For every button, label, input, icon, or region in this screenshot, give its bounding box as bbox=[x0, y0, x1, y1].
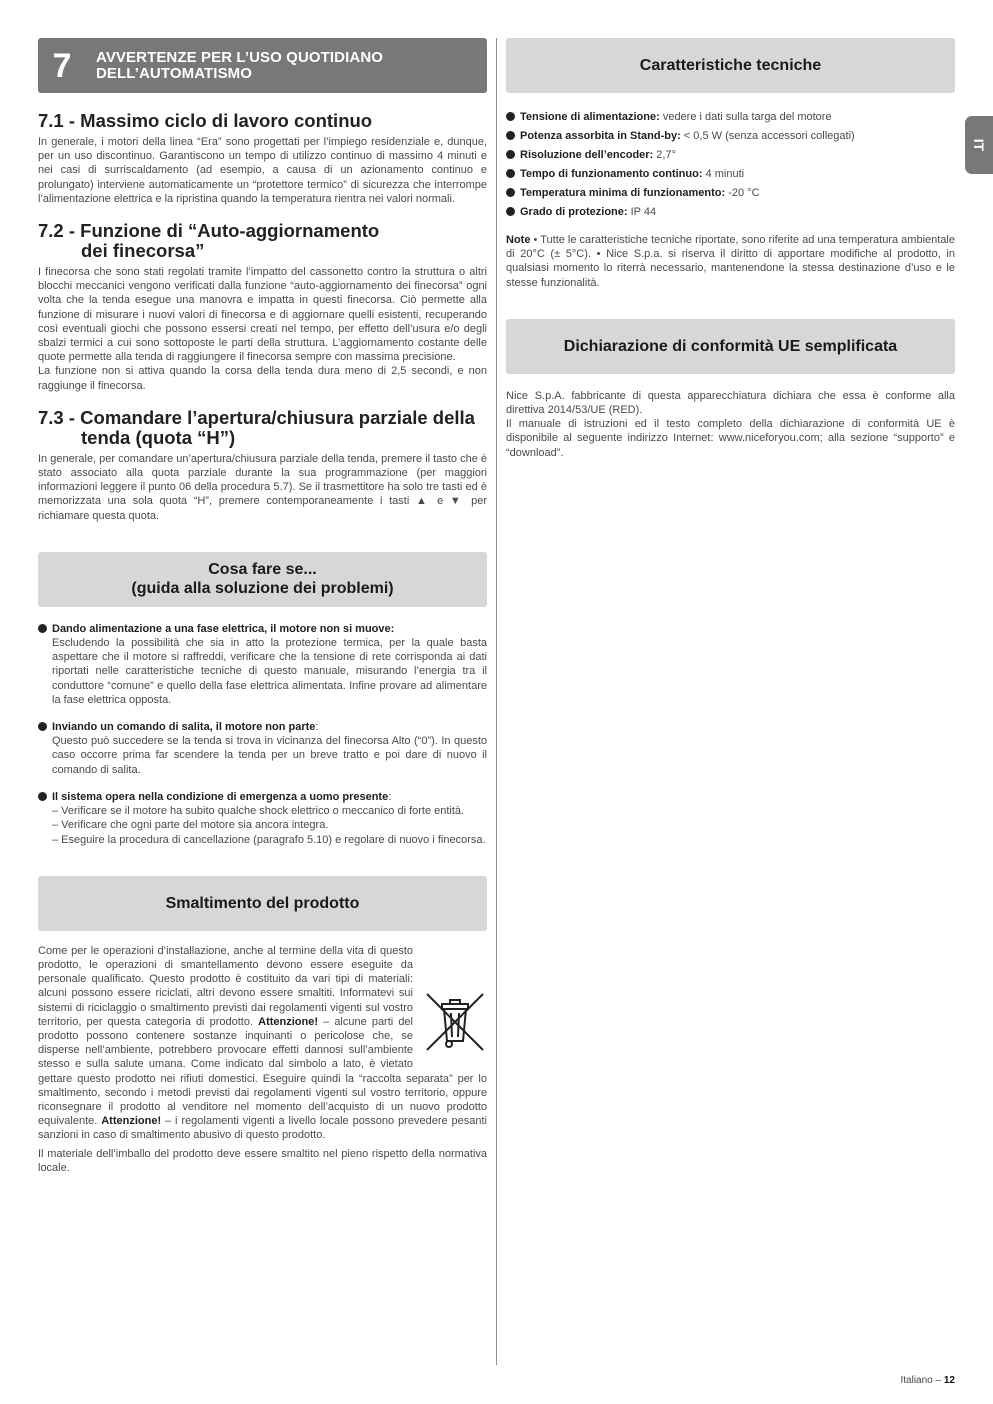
specs-list bbox=[506, 110, 955, 219]
section-7-3-title bbox=[38, 408, 487, 448]
spec-item bbox=[506, 110, 955, 124]
conformity-p2: Il manuale di istruzioni ed il testo completo della dichiarazione di conformità UE è disponibile al seguente indirizzo Internet: www.niceforyou.com; alla sezione “supporto” e “download”. bbox=[506, 418, 955, 459]
conformity-title: Dichiarazione di conformità UE semplificata bbox=[563, 337, 898, 355]
section-7-1-title: 7.1 - Massimo ciclo di lavoro continuo bbox=[38, 110, 373, 131]
spec-label: Grado di protezione: bbox=[520, 206, 628, 218]
spec-item bbox=[506, 205, 955, 219]
specs-note bbox=[506, 233, 955, 290]
issue-title-suffix: : bbox=[315, 721, 319, 734]
spec-value: < 0,5 W (senza accessori collegati) bbox=[680, 130, 855, 142]
spec-item bbox=[506, 148, 955, 162]
spec-value: 4 minuti bbox=[702, 168, 745, 180]
page-number: 12 bbox=[943, 1375, 955, 1386]
section-7-3-body: In generale, per comandare un’apertura/chiusura parziale della tenda, premere il tasto che è stato associato alla quota parziale durante la sua programmazione (per maggiori informazioni leggere il punto 06 della procedura 5.7). Se il trasmettitore ha solo tre tasti ed è memorizzata una sola quota “H”, premere contemporaneamente i tasti ▲ e ▼ per richiamare questa quota. bbox=[38, 452, 487, 522]
left-column bbox=[38, 38, 487, 1175]
disposal-text-c: – i regolamenti vigenti a livello locale possono prevedere pesanti sanzioni in caso di smaltimento abusivo di questo prodotto. bbox=[38, 1115, 487, 1142]
issue-title-suffix: : bbox=[388, 790, 392, 803]
right-column bbox=[506, 38, 955, 460]
specs-header bbox=[506, 38, 955, 93]
spec-value: 2,7° bbox=[653, 149, 676, 161]
section-7-2-title-line1: 7.2 - Funzione di “Auto-aggiornamento bbox=[38, 220, 380, 242]
section-7-2-body2: La funzione non si attiva quando la corsa della tenda dura meno di 2,5 secondi, e non raggiunge il finecorsa. bbox=[38, 365, 487, 392]
bullet-icon bbox=[506, 207, 515, 216]
issue-body: Escludendo la possibilità che sia in atto la protezione termica, per la quale basta aspettare che il motore si raffreddi, verificare che la tensione di rete corrisponda ai dati riportati nelle caratteristiche tecniche di questo manuale, misurando l’energia tra il conduttore “comune” e quello della fase elettrica alimentata. Infine provare ad alimentare la fase elettrica opposta. bbox=[52, 637, 487, 706]
list-item bbox=[38, 790, 487, 847]
issue-body-line: – Eseguire la procedura di cancellazione (paragrafo 5.10) e regolare di nuovo i finecorsa. bbox=[52, 833, 486, 846]
language-tab-label: IT bbox=[970, 138, 987, 152]
chapter-header bbox=[38, 38, 487, 93]
issue-title: Inviando un comando di salita, il motore non parte bbox=[52, 721, 316, 734]
bullet-icon bbox=[38, 792, 47, 801]
bullet-icon bbox=[38, 722, 47, 731]
disposal-paragraph bbox=[38, 944, 487, 1143]
spec-item bbox=[506, 129, 955, 143]
issue-title: Il sistema opera nella condizione di emergenza a uomo presente bbox=[52, 790, 389, 803]
section-7-2-title bbox=[38, 221, 487, 261]
list-item bbox=[38, 622, 487, 707]
chapter-title-line2: DELL’AUTOMATISMO bbox=[96, 64, 253, 82]
spec-item bbox=[506, 186, 955, 200]
footer-language: Italiano – bbox=[900, 1375, 944, 1386]
spec-item bbox=[506, 167, 955, 181]
spec-label: Risoluzione dell’encoder: bbox=[520, 149, 654, 161]
language-tab bbox=[965, 116, 993, 174]
disposal-header bbox=[38, 876, 487, 931]
disposal-text-a: Come per le operazioni d’installazione, anche al termine della vita di questo prodotto, le operazioni di smantellamento devono essere eseguite da personale qualificato. Questo prodotto è costituito da vari tipi di materiali: alcuni possono essere riciclati, altri devono essere smaltiti. Informatevi sui sistemi di riciclaggio o smaltimento previsti dai regolamenti vigenti sul vostro territorio, per questa categoria di prodotto. bbox=[38, 944, 413, 1028]
section-7-1-body: In generale, i motori della linea “Era” sono progettati per l’impiego residenziale e, dunque, per un uso discontinuo. Garantiscono un tempo di utilizzo continuo di massimo 4 minuti e nei casi di surriscaldamento (ad esempio, a causa di un azionamento continuo e prolungato) interviene automaticamente un “protettore termico” di sicurezza che interrompe l’alimentazione elettrica e la ripristina quando la temperatura rientra nei valori normali. bbox=[38, 136, 487, 205]
chapter-title-line1: AVVERTENZE PER L’USO QUOTIDIANO bbox=[96, 48, 384, 66]
column-divider bbox=[496, 38, 497, 1365]
disposal-title: Smaltimento del prodotto bbox=[165, 894, 360, 912]
specs-title: Caratteristiche tecniche bbox=[639, 57, 822, 74]
spec-label: Temperatura minima di funzionamento: bbox=[520, 187, 726, 199]
spec-value: vedere i dati sulla targa del motore bbox=[659, 111, 832, 123]
disposal-text-b: – alcune parti del prodotto possono contenere sostanze inquinanti o pericolose che, se disperse nell’ambiente, potrebbero provocare effetti dannosi sull’ambiente stesso e sulla salute umana. Come indicato dal simbolo a lato, è vietato gettare questo prodotto nei rifiuti domestici. Eseguire quindi la “raccolta separata” per lo smaltimento, secondo i metodi previsti dai regolamenti vigenti sul vostro territorio, oppure riconsegnare il prodotto al venditore nel momento dell’acquisto di un nuovo prodotto equivalente. bbox=[38, 1015, 487, 1128]
troubleshooting-title-line2: (guida alla soluzione dei problemi) bbox=[131, 580, 394, 598]
note-text: • Tutte le caratteristiche tecniche riportate, sono riferite ad una temperatura ambientale di 20°C (± 5°C). • Nice S.p.a. si riserva il diritto di apportare modifiche al prodotto, in qualsiasi momento lo riterrà necessario, mantenendone la stessa destinazione d’uso e le stesse funzionalità. bbox=[506, 234, 955, 289]
bullet-icon bbox=[506, 131, 515, 140]
section-7-3-title-line2: tenda (quota “H”) bbox=[81, 426, 236, 448]
bullet-icon bbox=[506, 169, 515, 178]
bullet-icon bbox=[506, 150, 515, 159]
chapter-title bbox=[86, 50, 383, 82]
bullet-icon bbox=[506, 112, 515, 121]
conformity-p1: Nice S.p.A. fabbricante di questa apparecchiatura dichiara che essa è conforme alla direttiva 2014/53/UE (RED). bbox=[506, 389, 955, 417]
troubleshooting-header bbox=[38, 552, 487, 607]
disposal-section bbox=[38, 944, 487, 1175]
spec-value: IP 44 bbox=[627, 206, 657, 218]
conformity-header bbox=[506, 319, 955, 374]
section-7-3-title-line1: 7.3 - Comandare l’apertura/chiusura parziale della bbox=[38, 406, 475, 428]
bullet-icon bbox=[506, 188, 515, 197]
bullet-icon bbox=[38, 624, 47, 633]
troubleshooting-title-line1: Cosa fare se... bbox=[208, 561, 317, 579]
section-7-2-title-line2: dei finecorsa” bbox=[81, 240, 205, 262]
spec-label: Tensione di alimentazione: bbox=[520, 111, 660, 123]
section-7-2-body1: I finecorsa che sono stati regolati tramite l’impatto del cassonetto contro la struttura o altri blocchi meccanici vengono verificati dalla funzione “auto-aggiornamento dei finecorsa” ogni volta che la tenda esegue una manovra e impatta in questi finecorsa. Ciò permette alla funzione di misurare i nuovi valori di finecorsa e di aggiornare quelli esistenti, recuperando così eventuali giochi che possono essersi creati nel tempo, per effetto dell’usura e/o degli sbalzi termici a cui sono sottoposte le parti della struttura. L’aggiornamento costante delle quote permette alla tenda di raggiungere il finecorsa sempre con massima precisione. bbox=[38, 266, 487, 364]
spec-value: -20 °C bbox=[725, 187, 760, 199]
crossed-out-bin-icon bbox=[423, 990, 487, 1056]
issue-body-line: – Verificare se il motore ha subito qualche shock elettrico o meccanico di forte entità. bbox=[52, 805, 465, 818]
list-item bbox=[38, 720, 487, 777]
issue-title: Dando alimentazione a una fase elettrica, il motore non si muove: bbox=[52, 622, 395, 635]
packaging-note: Il materiale dell’imballo del prodotto deve essere smaltito nel pieno rispetto della normativa locale. bbox=[38, 1147, 487, 1174]
note-label: Note bbox=[506, 234, 531, 246]
issue-body: Questo può succedere se la tenda si trova in vicinanza del finecorsa Alto (“0”). In questo caso occorre prima far scendere la tenda per un breve tratto e poi dare di nuovo il comando di salita. bbox=[52, 735, 487, 776]
troubleshooting-list bbox=[38, 622, 487, 847]
attention-label: Attenzione! bbox=[101, 1115, 162, 1128]
page-footer bbox=[901, 1375, 956, 1386]
chapter-number: 7 bbox=[52, 46, 72, 85]
spec-label: Potenza assorbita in Stand-by: bbox=[520, 130, 681, 142]
spec-label: Tempo di funzionamento continuo: bbox=[520, 168, 703, 180]
issue-body-line: – Verificare che ogni parte del motore sia ancora integra. bbox=[52, 819, 329, 832]
attention-label: Attenzione! bbox=[258, 1015, 319, 1028]
